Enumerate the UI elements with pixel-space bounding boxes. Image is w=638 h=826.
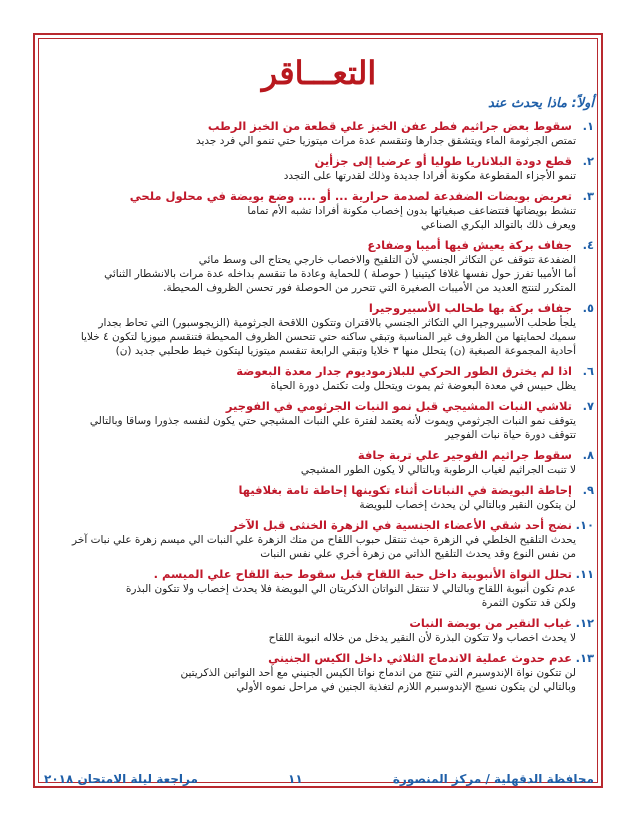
list-item [44, 399, 594, 442]
item-heading-text: جفاف بركة بها طحالب الأسبيروجيرا [368, 301, 572, 315]
item-number: ١١. [575, 567, 594, 581]
item-answer-line: لا تنبت الجراثيم لغياب الرطوبة وبالتالي لا يكون الطور المشيجي [300, 464, 576, 476]
list-item [44, 301, 594, 358]
item-heading-text: تحلل النواة الأنبوبية داخل حبة اللقاح قبل سقوط حبة اللقاح علي الميسم . [153, 567, 572, 581]
item-heading [44, 448, 594, 463]
item-heading-text: سقوط بعض جراثيم فطر عفن الخبز علي قطعة من الخبز الرطب [207, 119, 572, 133]
item-answer-line: لن يتكون النقير وبالتالي لن يحدث إخصاب للبويضة [359, 499, 576, 511]
item-heading [44, 238, 594, 253]
page-number: ١١ [288, 772, 303, 786]
item-answer-line: يلجأ طحلب الأسبيروجيرا الي التكاثر الجنسي بالاقتران وتتكون اللاقحة الجرثومية (الزيجوسبور) التي تحاط بجدار [98, 317, 576, 329]
item-heading-text: جفاف بركة يعيش فيها أميبا وضفادع [367, 238, 572, 252]
item-heading [44, 301, 594, 316]
item-answer-line: وبالتالي لن يتكون نسيج الإندوسبرم اللازم لتغذية الجنين في مراحل نموه الأولي [236, 681, 576, 693]
item-answer-line: من نفس النوع وقد يحدث التلقيح الذاتي من زهرة أخري علي نفس النبات [260, 548, 576, 560]
item-heading [44, 364, 594, 379]
item-heading-text: اذا لم يخترق الطور الحركي للبلازموديوم جدار معدة البعوضة [236, 364, 572, 378]
items-list [44, 119, 594, 694]
list-item [44, 651, 594, 694]
item-number: ٤. [582, 238, 594, 252]
list-item [44, 154, 594, 183]
item-answer-line: تتوقف دورة حياة نبات الفوجير [445, 429, 576, 441]
item-heading-text: غياب النقير من بويضة النبات [409, 616, 572, 630]
document-body [44, 52, 594, 787]
item-number: ١٢. [575, 616, 594, 630]
item-answer-line: لا يحدث اخصاب ولا تتكون البذرة لأن النقير يدخل من خلاله انبوبة اللقاح [268, 632, 576, 644]
item-answer-line: تنشط بويضاتها فتتضاعف صبغياتها بدون إخصاب مكونة أفرادا تشبه الأم تماما [247, 205, 576, 217]
item-heading-text: إحاطة البويضة في النباتات أثناء تكوينها إحاطة تامة بغلافيها [238, 483, 572, 497]
item-answer-line: الضفدعة تتوقف عن التكاثر الجنسي لأن التلقيح والاخصاب خارجي يحتاج الى وسط مائي [198, 254, 576, 266]
list-item [44, 567, 594, 610]
item-number: ١٣. [575, 651, 594, 665]
item-heading-text: نضج أحد شقي الأعضاء الجنسية في الزهرة الخنثى قبل الآخر [230, 518, 572, 532]
list-item [44, 364, 594, 393]
item-heading-text: تعريض بويضات الضفدعة لصدمة حرارية ... أو .... وضع بويضة في محلول ملحي [129, 189, 572, 203]
item-answer-line: سميك لحمايتها من الظروف غير المناسبة وتبقي ساكنه حتي تتحسن الظروف المحيطة فتنقسم ميوزيا لتكون ٤ خلايا [80, 331, 576, 343]
item-heading [44, 616, 594, 631]
item-heading [44, 651, 594, 666]
item-number: ١. [582, 119, 594, 133]
item-number: ٣. [582, 189, 594, 203]
item-number: ٩. [582, 483, 594, 497]
list-item [44, 616, 594, 645]
page-title: التعـــاقر [261, 54, 377, 92]
item-heading [44, 399, 594, 414]
item-answer-line: يظل حبيس في معدة البعوضة ثم يموت ويتحلل ولت تكتمل دورة الحياة [270, 380, 576, 392]
item-heading-text: قطع دودة البلاناريا طوليا أو عرضيا إلى جزأين [314, 154, 572, 168]
item-answer-line: أحادية المجموعة الصبغية (ن) يتحلل منها ٣ خلايا وتبقي الرابعة تنقسم ميتوزيا ليتكون خيط طحلبي جديد (ن) [115, 345, 576, 357]
item-heading [44, 483, 594, 498]
list-item [44, 189, 594, 232]
item-heading [44, 518, 594, 533]
item-answer-line: عدم تكون أنبوبة اللقاح وبالتالي لا تنتقل النواتان الذكريتان الي البويضة فلا يحدث إخصاب ولا تتكون البذرة [125, 583, 576, 595]
list-item [44, 483, 594, 512]
item-heading [44, 189, 594, 204]
item-answer-line: لن تتكون نواة الإندوسبرم التي تنتج من اندماج نواتا الكيس الجنيني مع أحد النواتين الذكريتين [180, 667, 576, 679]
list-item [44, 238, 594, 295]
item-answer-line: تنمو الأجزاء المقطوعة مكونة أفرادا جديدة وذلك لقدرتها على التجدد [283, 170, 576, 182]
list-item [44, 119, 594, 148]
section-title: أولاً: ماذا يحدث عند [488, 96, 594, 111]
item-heading [44, 567, 594, 582]
item-number: ٨. [582, 448, 594, 462]
item-answer-line: يتوقف نمو النبات الجرثومي ويموت لأنه يعتمد لفترة علي النبات المشيجي حتي يكون لنفسه جذورا وساقا وبالتالي [89, 415, 576, 427]
list-item [44, 448, 594, 477]
item-number: ٦. [582, 364, 594, 378]
footer-review-title: مراجعة ليلة الامتحان ٢٠١٨ [44, 772, 198, 786]
item-heading-text: تلاشي النبات المشيجي قبل نمو النبات الجرثومي في الفوجير [225, 399, 572, 413]
item-heading [44, 119, 594, 134]
item-number: ٧. [582, 399, 594, 413]
item-answer-line: يحدث التلقيح الخلطي في الزهرة حيث تنتقل حبوب اللقاح من متك الزهرة علي النبات الي ميسم زهرة علي نبات آخر [72, 534, 576, 546]
item-answer-line: المتكرر لتنتج العديد من الأميبات الصغيرة التي تتحرر من الحوصلة فور تحسن الظروف المحيطة. [163, 282, 576, 294]
item-answer-line: ولكن قد تتكون الثمرة [481, 597, 576, 609]
item-number: ٥. [582, 301, 594, 315]
item-heading-text: عدم حدوث عملية الاندماج الثلاثي داخل الكيس الجنيني [268, 651, 572, 665]
item-heading-text: سقوط جراثيم الفوجير علي تربة جافة [357, 448, 572, 462]
item-heading [44, 154, 594, 169]
item-answer-line: تمتص الجرثومة الماء ويتشقق جدارها وتنقسم عدة مرات ميتوزيا حتي تنمو الي فرد جديد [195, 135, 576, 147]
item-answer-line: أما الأميبا تفرز حول نفسها غلافا كيتينيا ( حوصلة ) للحماية وعادة ما تنقسم بداخله عدة مرات بالانشطار الثنائي [104, 268, 576, 280]
item-answer-line: ويعرف ذلك بالتوالد البكري الصناعي [420, 219, 576, 231]
page-footer [44, 772, 594, 786]
list-item [44, 518, 594, 561]
footer-governorate: محافظة الدقهلية / مركز المنصورة [392, 772, 594, 786]
item-number: ٢. [582, 154, 594, 168]
item-number: ١٠. [575, 518, 594, 532]
